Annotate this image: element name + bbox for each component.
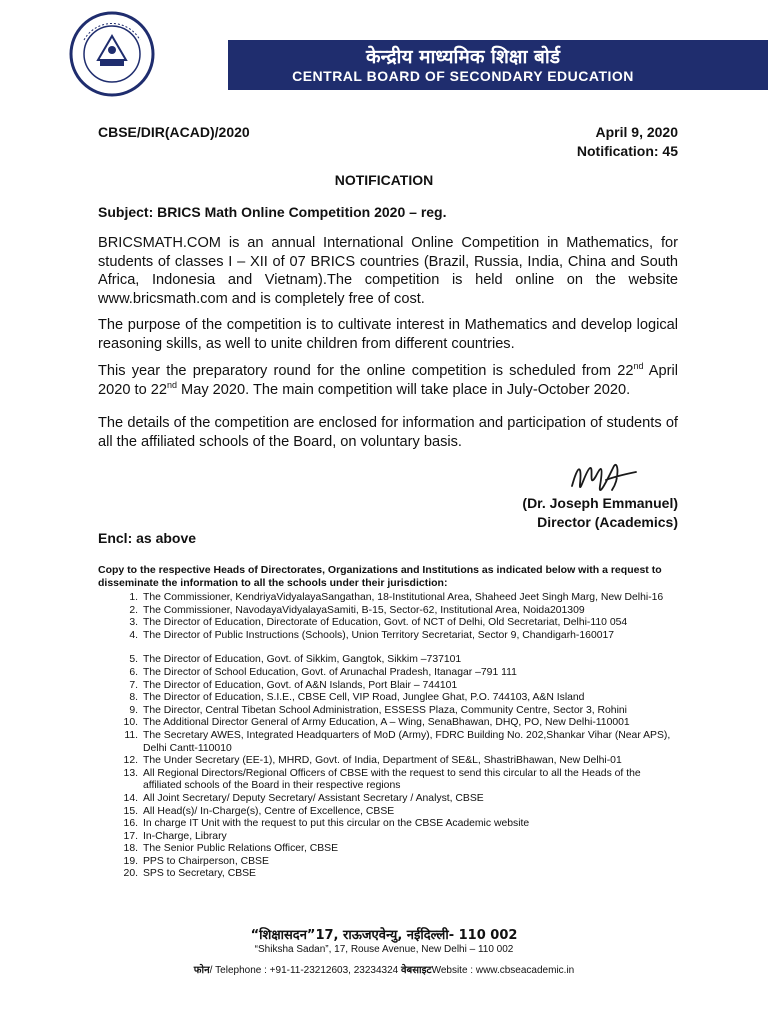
subject-line: Subject: BRICS Math Online Competition 2020 – reg. <box>98 204 447 220</box>
signatory-name: (Dr. Joseph Emmanuel) <box>522 495 678 511</box>
item-number: 3. <box>129 617 138 629</box>
item-number: 17. <box>123 830 138 842</box>
item-text: The Director, Central Tibetan School Administration, ESSESS Plaza, Community Centre, Sector 3, Rohini <box>143 704 627 716</box>
website-label-hindi: वेबसाइट <box>401 965 432 976</box>
distribution-item <box>98 617 678 630</box>
footer-address-english: “Shiksha Sadan”, 17, Rouse Avenue, New Delhi – 110 002 <box>254 944 514 955</box>
item-text: The Commissioner, KendriyaVidyalayaSangathan, 18-Institutional Area, Shaheed Jeet Singh Marg, New Delhi-16 <box>143 592 664 603</box>
item-number: 4. <box>129 629 138 641</box>
item-text: The Additional Director General of Army Education, A – Wing, SenaBhawan, DHQ, PO, New Delhi-110001 <box>143 717 630 729</box>
distribution-item <box>98 705 678 718</box>
item-text: PPS to Chairperson, CBSE <box>143 855 269 867</box>
ordinal-suffix: nd <box>166 379 177 390</box>
item-number: 16. <box>123 818 138 830</box>
item-text: The Director of Public Instructions (Schools), Union Territory Secretariat, Sector 9, Chandigarh-160017 <box>143 629 615 641</box>
distribution-list <box>98 592 678 881</box>
paragraph-schedule <box>98 362 678 399</box>
distribution-item <box>98 605 678 618</box>
schedule-text-a: This year the preparatory round for the online competition is scheduled from 22 <box>98 363 634 379</box>
cbse-seal-icon <box>64 10 160 98</box>
item-number: 19. <box>123 855 138 867</box>
distribution-item <box>98 755 678 768</box>
phone-label-hindi: फोन <box>193 965 210 976</box>
item-text: The Director of Education, Govt. of Sikkim, Gangtok, Sikkim –737101 <box>143 654 462 666</box>
distribution-item <box>98 592 678 605</box>
item-text: The Director of Education, Govt. of A&N Islands, Port Blair – 744101 <box>143 679 458 691</box>
item-number: 9. <box>129 704 138 716</box>
distribution-item <box>98 806 678 819</box>
item-number: 11. <box>124 729 138 741</box>
item-number: 14. <box>123 792 138 804</box>
distribution-item <box>98 667 678 680</box>
item-number: 18. <box>123 843 138 855</box>
signatory-block <box>522 494 678 532</box>
distribution-item <box>98 630 678 643</box>
distribution-item <box>98 868 678 881</box>
ordinal-suffix: nd <box>633 361 644 372</box>
distribution-item <box>98 680 678 693</box>
item-number: 6. <box>129 666 138 678</box>
item-text: The Secretary AWES, Integrated Headquarters of MoD (Army), FDRC Building No. 202,Shankar Vihar (Near APS), Delhi Cantt-110010 <box>143 729 671 754</box>
distribution-item <box>98 717 678 730</box>
item-text: All Regional Directors/Regional Officers of CBSE with the request to send this circular to all the Heads of the affiliated schools of the Board in their respective regions <box>143 767 641 792</box>
phone-text: / Telephone : +91-11-23212603, 23234324 <box>209 965 401 976</box>
item-text: All Joint Secretary/ Deputy Secretary/ Assistant Secretary / Analyst, CBSE <box>143 792 484 804</box>
item-text: The Director of Education, Directorate of Education, Govt. of NCT of Delhi, Old Secretariat, Delhi-110 054 <box>143 617 628 629</box>
distribution-item <box>98 831 678 844</box>
distribution-item <box>98 768 678 793</box>
paragraph-intro: BRICSMATH.COM is an annual International Online Competition in Mathematics, for students of classes I – XII of 07 BRICS countries (Brazil, Russia, India, China and South Africa, Indonesia and Vietnam).The competition is held online on the website www.bricsmath.com and is completely free of cost. <box>98 235 678 307</box>
signatory-designation: Director (Academics) <box>537 514 678 530</box>
item-number: 5. <box>129 654 138 666</box>
notification-number: Notification: 45 <box>576 143 678 159</box>
footer-address-hindi: “शिक्षासदन”17, राऊजएवेन्यु, नईदिल्ली- 110 002 <box>250 928 518 943</box>
reference-number: CBSE/DIR(ACAD)/2020 <box>98 124 250 140</box>
item-text: SPS to Secretary, CBSE <box>143 868 256 880</box>
item-number: 13. <box>123 767 138 779</box>
item-number: 8. <box>129 692 138 704</box>
footer-contact <box>0 962 768 976</box>
paragraph-details: The details of the competition are enclosed for information and participation of students of all the affiliated schools of the Board, on voluntary basis. <box>98 415 678 450</box>
distribution-item <box>98 818 678 831</box>
item-number: 20. <box>123 868 138 880</box>
letterhead <box>0 0 768 100</box>
schedule-text-b: April 2020 to 22 <box>98 363 678 398</box>
item-text: The Commissioner, NavodayaVidyalayaSamiti, B-15, Sector-62, Institutional Area, Noida201309 <box>143 604 585 616</box>
distribution-item <box>98 692 678 705</box>
distribution-item <box>98 654 678 667</box>
item-text: The Director of Education, S.I.E., CBSE Cell, VIP Road, Junglee Ghat, P.O. 744103, A&N Island <box>143 692 585 704</box>
paragraph-purpose: The purpose of the competition is to cultivate interest in Mathematics and develop logical reasoning skills, as well to unite children from different countries. <box>98 317 678 352</box>
board-name-english: CENTRAL BOARD OF SECONDARY EDUCATION <box>292 68 634 84</box>
board-name-hindi: केन्द्रीय माध्यमिक शिक्षा बोर्ड <box>366 46 560 68</box>
letter-date: April 9, 2020 <box>595 124 678 140</box>
copy-to-heading: Copy to the respective Heads of Directorates, Organizations and Institutions as indicated below with a request to disseminate the information to all the schools under their jurisdiction: <box>98 564 662 589</box>
item-number: 12. <box>123 755 138 767</box>
schedule-text-c: May 2020. The main competition will take place in July-October 2020. <box>177 381 631 398</box>
item-number: 7. <box>129 679 138 691</box>
distribution-item <box>98 856 678 869</box>
header-band <box>228 40 768 90</box>
item-number: 15. <box>123 805 138 817</box>
document-title: NOTIFICATION <box>334 172 434 188</box>
item-text: All Head(s)/ In-Charge(s), Centre of Excellence, CBSE <box>143 805 395 817</box>
item-text: The Under Secretary (EE-1), MHRD, Govt. of India, Department of SE&L, ShastriBhawan, New Delhi-01 <box>143 755 622 767</box>
item-text: In charge IT Unit with the request to put this circular on the CBSE Academic website <box>143 818 530 830</box>
distribution-item <box>98 730 678 755</box>
distribution-item <box>98 793 678 806</box>
item-text: The Director of School Education, Govt. of Arunachal Pradesh, Itanagar –791 111 <box>143 666 517 678</box>
item-text: The Senior Public Relations Officer, CBSE <box>143 843 339 855</box>
website-text: Website : www.cbseacademic.in <box>431 965 575 976</box>
enclosure-note: Encl: as above <box>98 530 197 546</box>
distribution-item <box>98 843 678 856</box>
item-number: 10. <box>123 717 138 729</box>
item-text: In-Charge, Library <box>143 830 227 842</box>
item-number: 1. <box>129 592 138 603</box>
item-number: 2. <box>129 604 138 616</box>
